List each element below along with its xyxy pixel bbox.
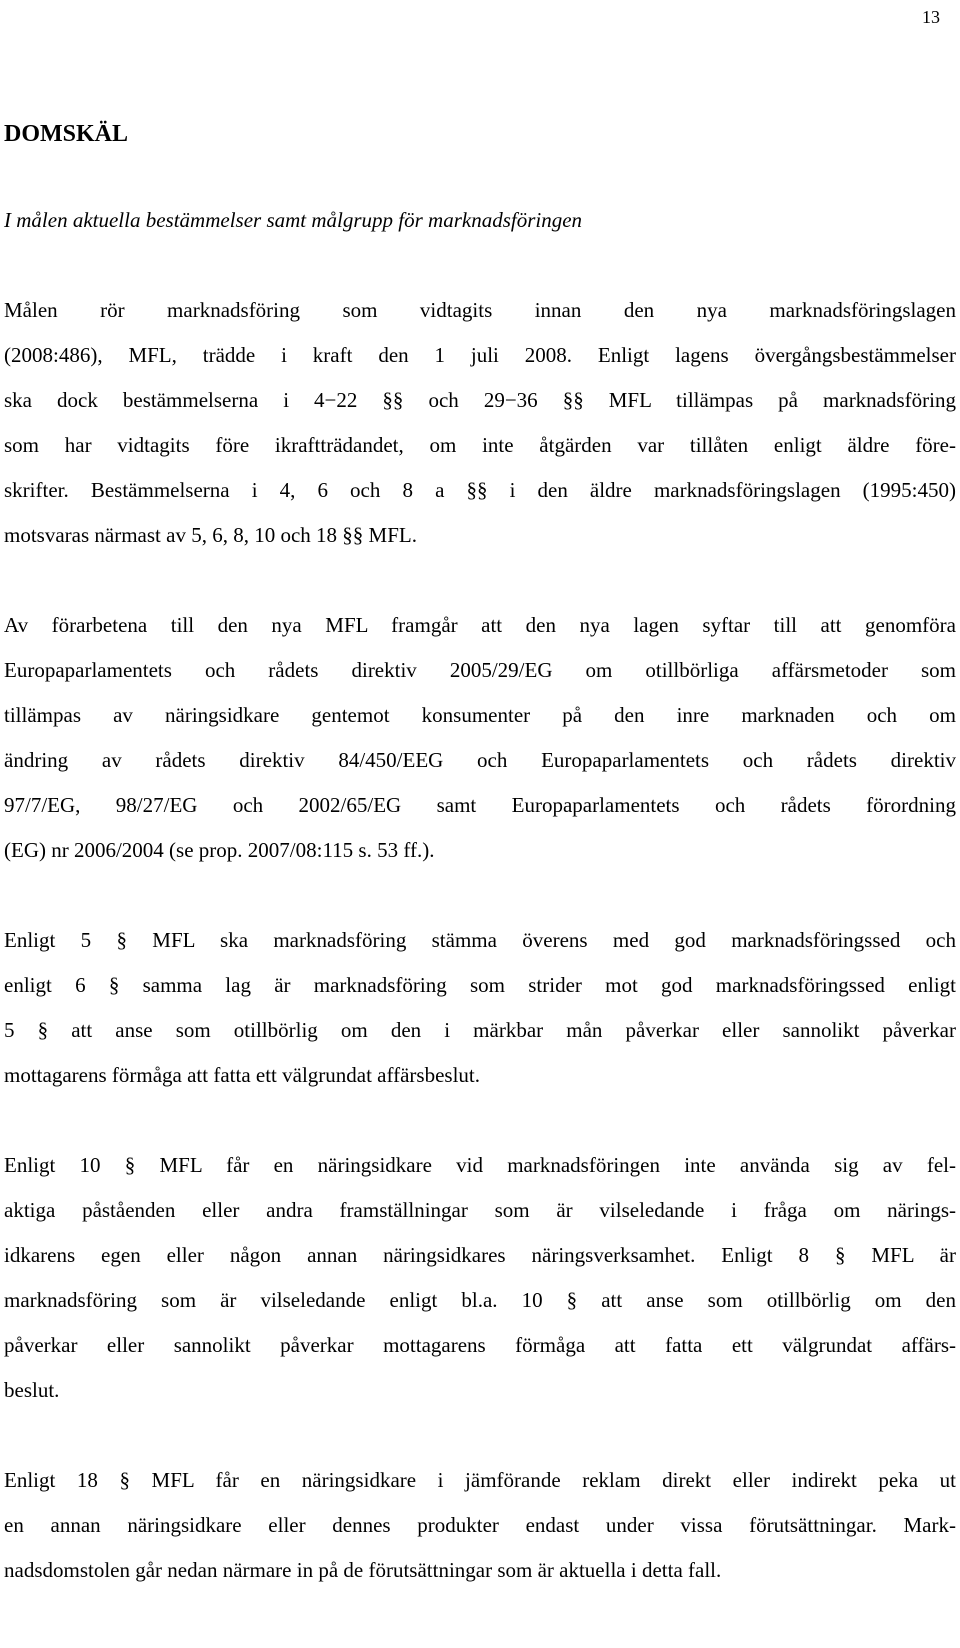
paragraph-line: Enligt 10 § MFL får en näringsidkare vid marknadsföringen inte använda sig av fel- (4, 1153, 956, 1177)
paragraph-line: 97/7/EG, 98/27/EG och 2002/65/EG samt Europaparlamentets och rådets förordning (4, 793, 956, 817)
paragraph-line: nadsdomstolen går nedan närmare in på de förutsättningar som är aktuella i detta fall. (4, 1558, 722, 1582)
paragraph-line: ska dock bestämmelserna i 4−22 §§ och 29−36 §§ MFL tillämpas på marknadsföring (4, 388, 956, 412)
paragraph-line: marknadsföring som är vilseledande enligt bl.a. 10 § att anse som otillbörlig om den (4, 1288, 956, 1312)
paragraph-line: enligt 6 § samma lag är marknadsföring som strider mot god marknadsföringssed enligt (4, 973, 956, 997)
paragraph-line: motsvaras närmast av 5, 6, 8, 10 och 18 §§ MFL. (4, 523, 417, 547)
section-subheading: I målen aktuella bestämmelser samt målgrupp för marknadsföringen (4, 208, 583, 232)
paragraph-line: skrifter. Bestämmelserna i 4, 6 och 8 a §§ i den äldre marknadsföringslagen (1995:450) (4, 478, 956, 502)
document-body (4, 112, 956, 1593)
paragraph-line: aktiga påståenden eller andra framställningar som är vilseledande i fråga om närings- (4, 1198, 956, 1222)
paragraph-line: beslut. (4, 1378, 60, 1402)
paragraph-line: (2008:486), MFL, trädde i kraft den 1 juli 2008. Enligt lagens övergångsbestämmelser (4, 343, 956, 367)
paragraph-3 (4, 918, 956, 1098)
section-heading: DOMSKÄL (4, 121, 129, 147)
paragraph-line: Enligt 18 § MFL får en näringsidkare i jämförande reklam direkt eller indirekt peka ut (4, 1468, 956, 1492)
paragraph-line: 5 § att anse som otillbörlig om den i märkbar mån påverkar eller sannolikt påverkar (4, 1018, 956, 1042)
paragraph-line: Europaparlamentets och rådets direktiv 2005/29/EG om otillbörliga affärsmetoder som (4, 658, 956, 682)
paragraph-1 (4, 288, 956, 558)
paragraph-4 (4, 1143, 956, 1413)
paragraph-line: som har vidtagits före ikraftträdandet, om inte åtgärden var tillåten enligt äldre före- (4, 433, 956, 457)
paragraph-line: Målen rör marknadsföring som vidtagits innan den nya marknadsföringslagen (4, 298, 956, 322)
paragraph-line: Av förarbetena till den nya MFL framgår att den nya lagen syftar till att genomföra (4, 613, 956, 637)
paragraph-line: mottagarens förmåga att fatta ett välgrundat affärsbeslut. (4, 1063, 481, 1087)
paragraph-line: en annan näringsidkare eller dennes produkter endast under vissa förutsättningar. Mark- (4, 1513, 956, 1537)
paragraph-2 (4, 603, 956, 873)
paragraph-line: ändring av rådets direktiv 84/450/EEG och Europaparlamentets och rådets direktiv (4, 748, 956, 772)
page-number: 13 (922, 7, 940, 27)
paragraph-line: Enligt 5 § MFL ska marknadsföring stämma överens med god marknadsföringssed och (4, 928, 956, 952)
paragraph-5 (4, 1458, 956, 1593)
paragraph-line: påverkar eller sannolikt påverkar mottagarens förmåga att fatta ett välgrundat affärs- (4, 1333, 956, 1357)
paragraph-line: tillämpas av näringsidkare gentemot konsumenter på den inre marknaden och om (4, 703, 956, 727)
paragraph-line: (EG) nr 2006/2004 (se prop. 2007/08:115 s. 53 ff.). (4, 838, 435, 862)
paragraph-line: idkarens egen eller någon annan näringsidkares näringsverksamhet. Enligt 8 § MFL är (4, 1243, 956, 1267)
